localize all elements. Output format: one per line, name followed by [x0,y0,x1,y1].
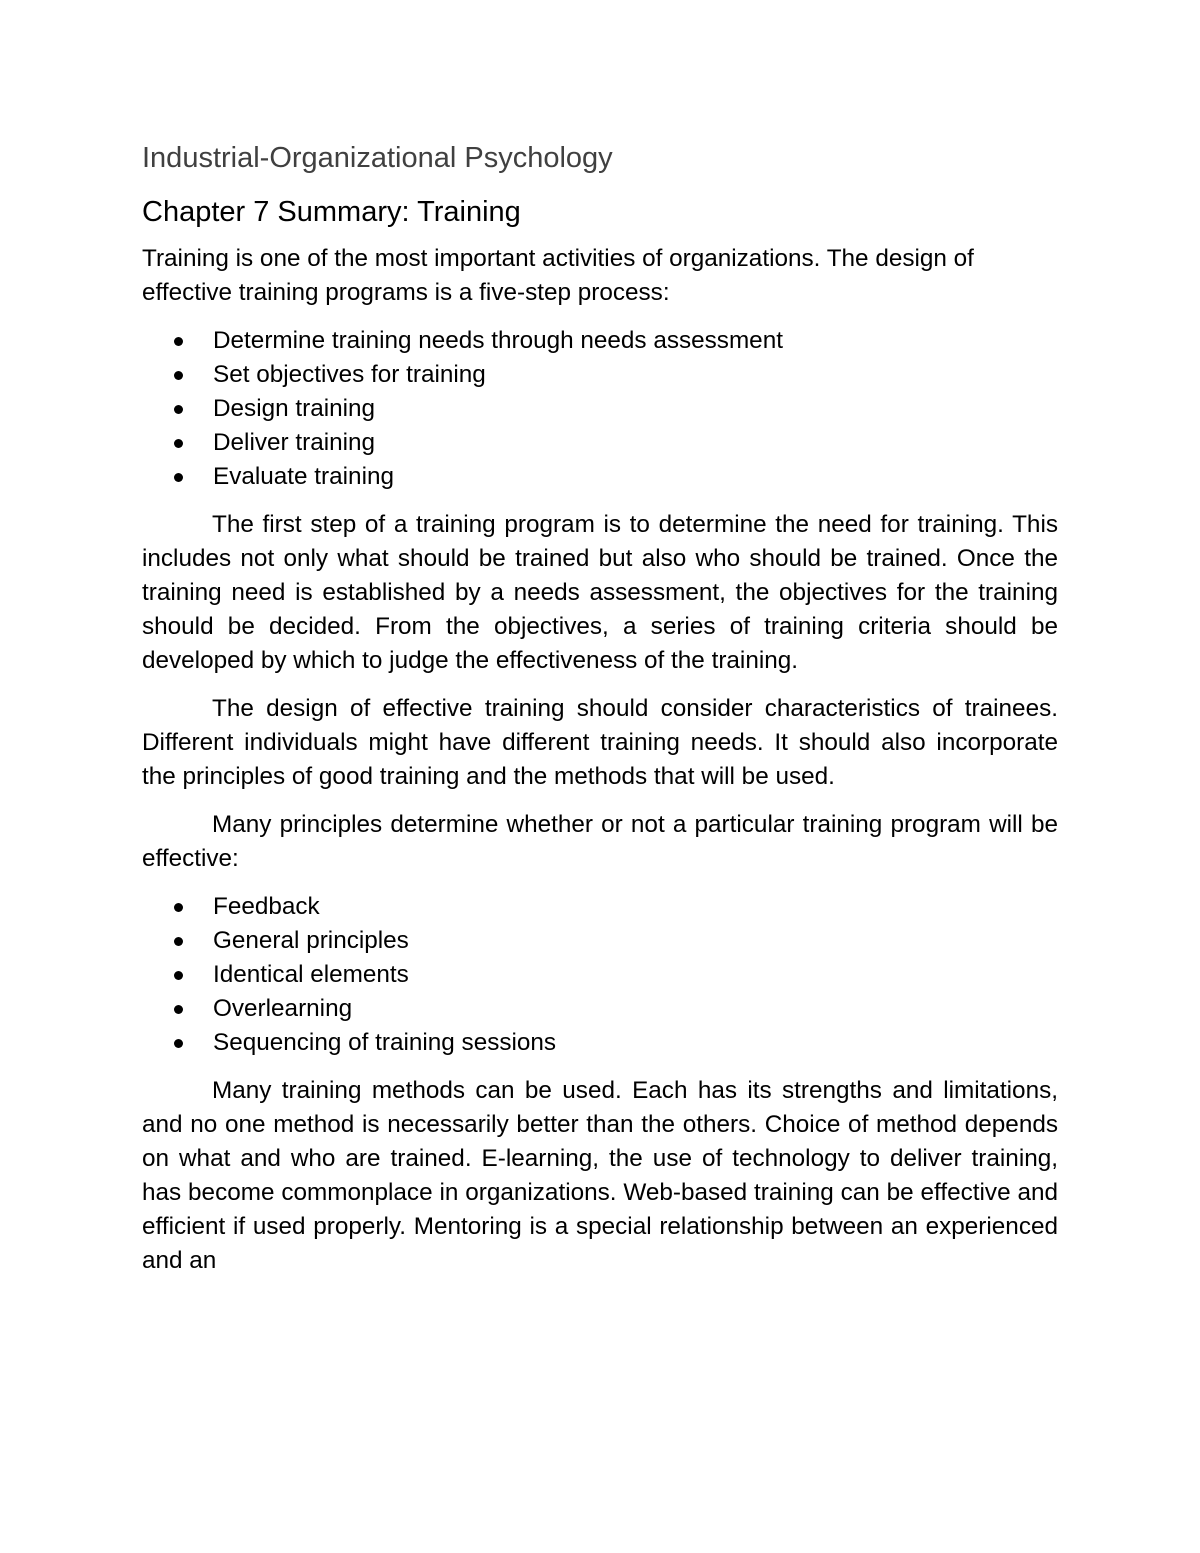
list-item [142,358,1058,392]
list-item [142,392,1058,426]
list-item [142,890,1058,924]
bullet-icon [174,1039,183,1048]
list-item-text: Evaluate training [213,463,394,490]
principles-intro-paragraph: Many principles determine whether or not a particular training program will be effective: [142,811,1058,872]
list-item [142,924,1058,958]
list-item [142,958,1058,992]
methods-paragraph: Many training methods can be used. Each has its strengths and limitations, and no one method is necessarily better than the others. Choice of method depends on what and who are trained. E-learning, the use of technology to deliver training, has become commonplace in organizations. Web-based training can be effective and efficient if used properly. Mentoring is a special relationship between an experienced and an [142,1077,1058,1274]
list-item-text: General principles [213,927,409,954]
list-item-text: Identical elements [213,961,409,988]
design-paragraph: The design of effective training should consider characteristics of trainees. Different individuals might have different training needs. It should also incorporate the principles of good training and the methods that will be used. [142,695,1058,790]
list-item [142,324,1058,358]
process-steps-list [142,324,1058,494]
list-item-text: Deliver training [213,429,376,456]
chapter-title: Chapter 7 Summary: Training [142,196,521,228]
list-item-text: Determine training needs through needs assessment [213,327,783,354]
list-item [142,426,1058,460]
list-item-text: Set objectives for training [213,361,486,388]
bullet-icon [174,1005,183,1014]
bullet-icon [174,405,183,414]
list-item-text: Feedback [213,893,320,920]
document-title: Industrial-Organizational Psychology [142,142,613,174]
principles-list [142,890,1058,1060]
bullet-icon [174,903,183,912]
bullet-icon [174,937,183,946]
list-item-text: Overlearning [213,995,353,1022]
list-item-text: Design training [213,395,376,422]
list-item [142,460,1058,494]
intro-paragraph: Training is one of the most important activities of organizations. The design of effective training programs is a five-step process: [142,245,974,306]
list-item-text: Sequencing of training sessions [213,1029,557,1056]
bullet-icon [174,337,183,346]
bullet-icon [174,971,183,980]
document-page [142,138,1058,1292]
needs-paragraph: The first step of a training program is to determine the need for training. This includes not only what should be trained but also who should be trained. Once the training need is established by a needs assessment, the objectives for the training should be decided. From the objectives, a series of training criteria should be developed by which to judge the effectiveness of the training. [142,511,1058,674]
bullet-icon [174,439,183,448]
list-item [142,1026,1058,1060]
bullet-icon [174,371,183,380]
bullet-icon [174,473,183,482]
list-item [142,992,1058,1026]
